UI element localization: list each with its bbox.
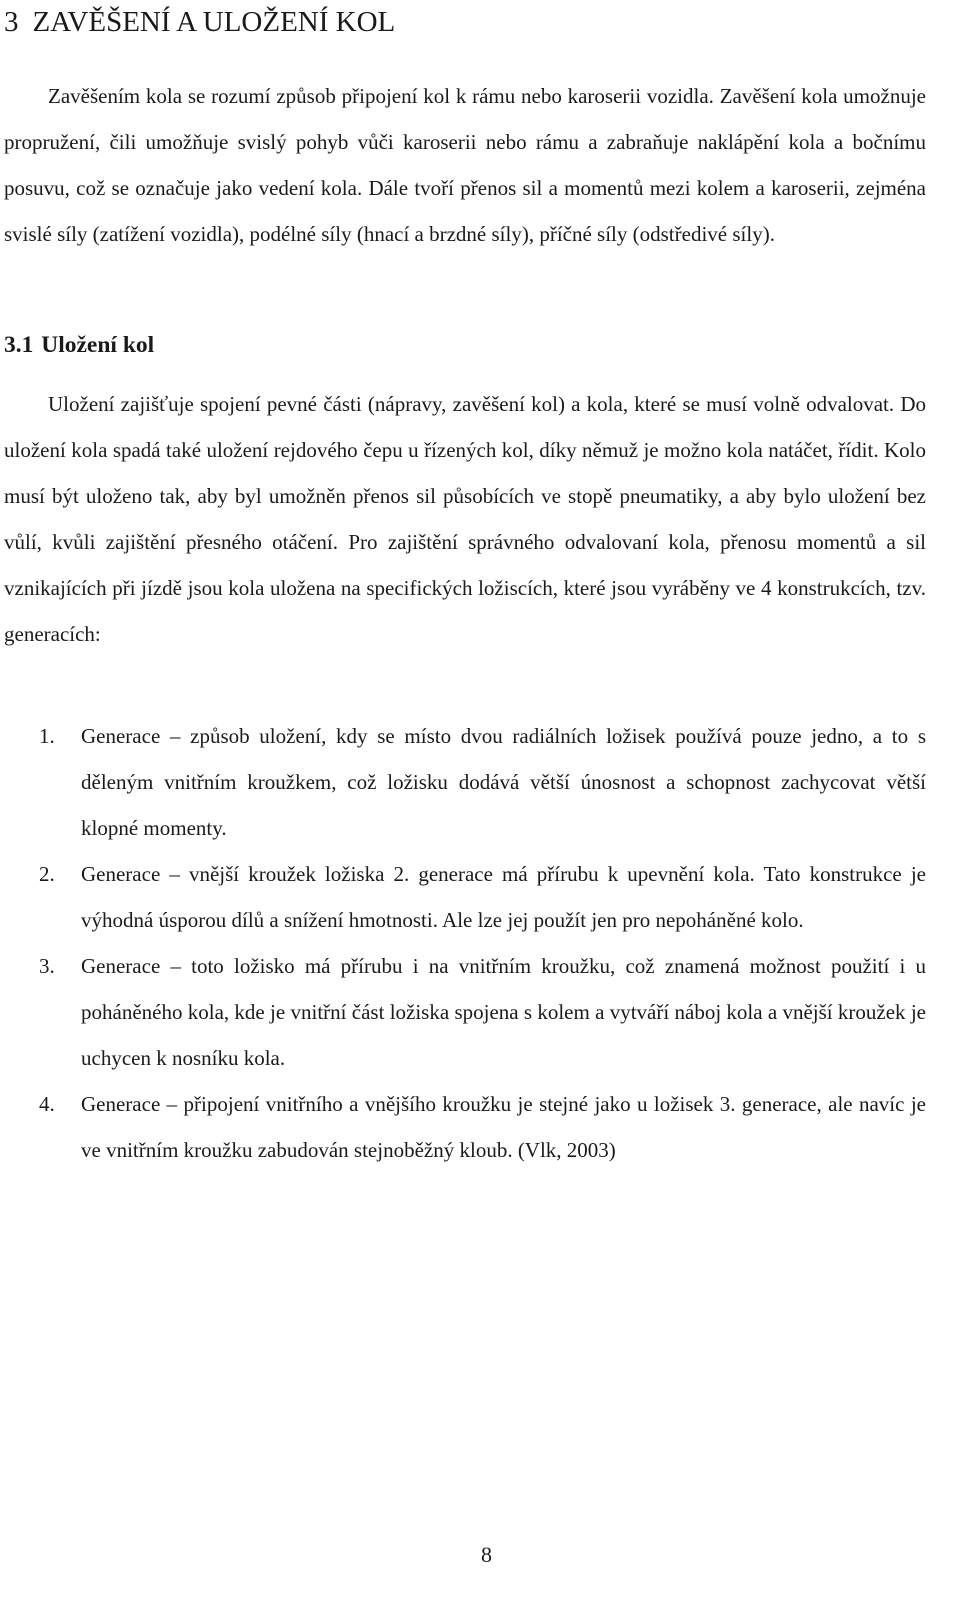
section-heading — [4, 323, 154, 367]
list-item — [0, 851, 940, 943]
list-item-text: Generace – způsob uložení, kdy se místo dvou radiálních ložisek používá pouze jedno, a to s děleným vnitřním kroužkem, což ložisku dodává větší únosnost a schopnost zachycovat větší klopné momenty. — [81, 724, 926, 840]
chapter-heading — [4, 2, 395, 42]
list-item-number: 3. — [39, 954, 55, 978]
chapter-title: ZAVĚŠENÍ A ULOŽENÍ KOL — [32, 6, 396, 38]
list-item-text: Generace – připojení vnitřního a vnějšího kroužku je stejné jako u ložisek 3. generace, ale navíc je ve vnitřním kroužku zabudován stejnoběžný kloub. (Vlk, 2003) — [81, 1092, 926, 1162]
section-number: 3.1 — [4, 332, 34, 358]
section-paragraph: Uložení zajišťuje spojení pevné části (nápravy, zavěšení kol) a kola, které se musí volně odvalovat. Do uložení kola spadá také uložení rejdového čepu u řízených kol, díky němuž je možno kola natáčet, řídit. Kolo musí být uloženo tak, aby byl umožněn přenos sil působících ve stopě pneumatiky, a aby bylo uložení bez vůlí, kvůli zajištění přesného otáčení. Pro zajištění správného odvalovaní kola, přenosu momentů a sil vznikajících při jízdě jsou kola uložena na specifických ložiscích, které jsou vyráběny ve 4 konstrukcích, tzv. generacích: — [4, 392, 926, 646]
list-item-number: 4. — [39, 1092, 55, 1116]
list-item-text: Generace – toto ložisko má přírubu i na vnitřním kroužku, což znamená možnost použití i u poháněného kola, kde je vnitřní část ložiska spojena s kolem a vytváří náboj kola a vnější kroužek je uchycen k nosníku kola. — [81, 954, 926, 1070]
chapter-number: 3 — [4, 6, 19, 38]
list-item — [0, 943, 940, 1081]
generations-list — [0, 713, 940, 1173]
list-item — [0, 1081, 940, 1173]
page-number: 8 — [481, 1542, 492, 1567]
list-item-number: 1. — [39, 724, 55, 748]
list-item — [0, 713, 940, 851]
chapter-intro-paragraph: Zavěšením kola se rozumí způsob připojení kol k rámu nebo karoserii vozidla. Zavěšení kola umožnuje propružení, čili umožňuje svislý pohyb vůči karoserii nebo rámu a zabraňuje naklápění kola a bočnímu posuvu, což se označuje jako vedení kola. Dále tvoří přenos sil a momentů mezi kolem a karoserii, zejména svislé síly (zatížení vozidla), podélné síly (hnací a brzdné síly), příčné síly (odstředivé síly). — [4, 84, 926, 246]
list-item-text: Generace – vnější kroužek ložiska 2. generace má přírubu k upevnění kola. Tato konstrukce je výhodná úsporou dílů a snížení hmotnosti. Ale lze jej použít jen pro nepoháněné kolo. — [81, 862, 926, 932]
list-item-number: 2. — [39, 862, 55, 886]
section-title: Uložení kol — [41, 332, 155, 358]
